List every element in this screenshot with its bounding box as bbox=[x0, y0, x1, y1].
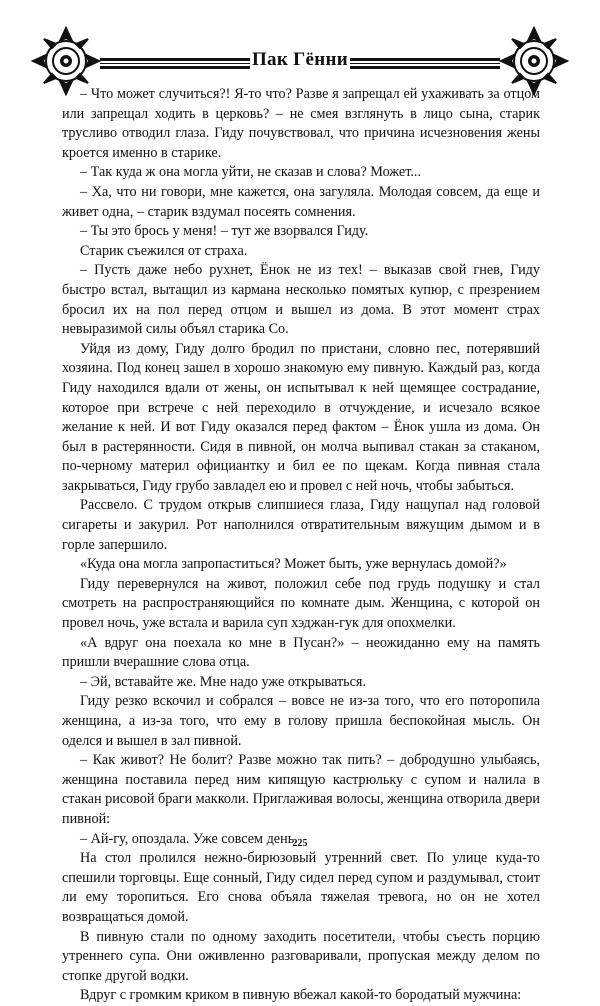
paragraph: «А вдруг она поехала ко мне в Пусан?» – неожиданно ему на память пришли вчерашние слова отца. bbox=[62, 634, 540, 671]
paragraph: – Ха, что ни говори, мне кажется, она загуляла. Молодая совсем, да еще и живет одна, – старик вздумал посеять сомнения. bbox=[62, 183, 540, 220]
header-title: Пак Гённи bbox=[251, 49, 349, 70]
page-number: 225 bbox=[292, 838, 308, 849]
paragraph: – Как живот? Не болит? Разве можно так пить? – добродушно улыбаясь, женщина поставила перед ним кипящую кастрюльку с супом и налила в стакан рисовой браги макколи. Приглаживая волосы, женщина отворила двери пивной: bbox=[62, 752, 540, 827]
paragraph: – Ай-гу, опоздала. Уже совсем день. bbox=[80, 830, 298, 847]
paragraph: – Что может случиться?! Я-то что? Разве я запрещал ей ухаживать за отцом или запрещал ходить в церковь? – не смея взглянуть в лицо сына, старик трусливо отводил глаза. Гиду почувствовал, что причина исчезновения жены кроется именно в старике. bbox=[62, 86, 540, 161]
paragraph: Гиду перевернулся на живот, положил себе под грудь подушку и стал смотреть на распространяющийся по комнате дым. Женщина, с которой он провел ночь, уже встала и варила суп хэджан-гук для опохмелки. bbox=[62, 575, 540, 632]
paragraph: Рассвело. С трудом открыв слипшиеся глаза, Гиду нащупал над головой сигареты и закурил. Рот наполнился отвратительным вяжущим дымом и в горле запершило. bbox=[62, 497, 540, 553]
paragraph: Гиду резко вскочил и собрался – вовсе не из-за того, что его поторопила женщина, а из-за того, что ему в голову пришла беспокойная мысль. Он оделся и вышел в зал пивной. bbox=[62, 693, 540, 749]
paragraph: – Ты это брось у меня! – тут же взорвался Гиду. bbox=[80, 223, 369, 240]
body-text bbox=[62, 85, 540, 1006]
paragraph: На стол пролился нежно-бирюзовый утренний свет. По улице куда-то спешили торговцы. Еще сонный, Гиду сидел перед супом и раздумывал, стоит ли ему торопиться. Его снова объяла тяжелая тревога, но он не хотел возвращаться домой. bbox=[62, 850, 540, 925]
paragraph: В пивную стали по одному заходить посетители, чтобы съесть порцию утреннего супа. Они оживленно разговаривали, пропуская между делом по стопке другой водки. bbox=[62, 928, 540, 984]
paragraph: – Пусть даже небо рухнет, Ёнок не из тех! – выказав свой гнев, Гиду быстро встал, вытащил из кармана несколько помятых купюр, с презрением бросил их на пол перед отцом и вышел из дома. В этот момент страх невыразимой силы объял старика Со. bbox=[62, 262, 540, 338]
paragraph: Старик съежился от страха. bbox=[80, 242, 248, 259]
paragraph: «Куда она могла запропаститься? Может быть, уже вернулась домой?» bbox=[80, 556, 507, 573]
paragraph: – Так куда ж она могла уйти, не сказав и слова? Может... bbox=[80, 164, 421, 181]
paragraph: Уйдя из дому, Гиду долго бродил по пристани, словно пес, потерявший хозяина. Под конец зашел в хорошо знакомую ему пивную. Каждый раз, когда Гиду находился вдали от жены, он испытывал к ней щемящее сострадание, которое при встрече с ней переходило в отчуждение, и исчезало всякое желание к ней. И вот Гиду оказался перед фактом – Ёнок ушла из дома. Он был в растерянности. Сидя в пивной, он молча выпивал стакан за стаканом, по-черному материл официантку и бил ее по щекам. Когда пивная стала закрываться, Гиду грубо завладел ею и провел с ней ночь, чтобы забыться. bbox=[62, 340, 540, 494]
paragraph: Вдруг с громким криком в пивную вбежал какой-то бородатый мужчина: bbox=[80, 987, 522, 1004]
paragraph: – Эй, вставайте же. Мне надо уже открываться. bbox=[80, 673, 367, 690]
header-rule-right bbox=[350, 57, 500, 70]
